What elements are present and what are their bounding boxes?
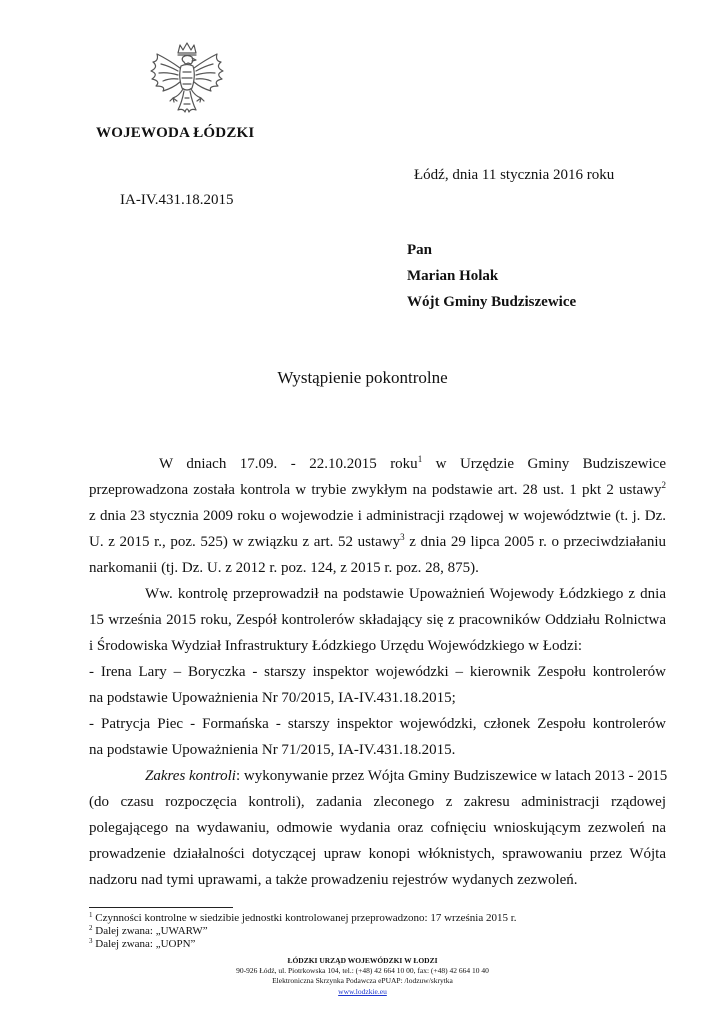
body-line: Zakres kontroli: wykonywanie przez Wójta Gminy Budziszewice w latach 2013 - 2015 [145, 768, 668, 784]
body-line: z dnia 23 stycznia 2009 roku o wojewodzie i administracji rządowej w województwie (t. j. Dz. [89, 508, 666, 524]
footer-website [0, 987, 725, 996]
footnote: $^1$ Czynności kontrolne w siedzibie jednostki kontrolowanej przeprowadzono: 17 września 2015 r. [89, 911, 517, 924]
body-line: U. z 2015 r., poz. 525) w związku z art. 52 ustawy$^3$ z dnia 29 lipca 2005 r. o przeciwdziałaniu [89, 532, 666, 550]
footer-address: 90-926 Łódź, ul. Piotrkowska 104, tel.: (+48) 42 664 10 00, fax: (+48) 42 664 10 40 [236, 966, 489, 975]
addressee-salutation: Pan [407, 242, 433, 258]
website-link[interactable]: www.lodzkie.eu [338, 987, 387, 996]
body-line: i Środowiska Wydział Infrastruktury Łódzkiego Urzędu Wojewódzkiego w Łodzi: [89, 638, 583, 654]
body-line: nadzoru nad tymi uprawami, a także prowadzeniu rejestrów wydanych zezwoleń. [89, 872, 578, 888]
body-line: przeprowadzona została kontrola w trybie zwykłym na podstawie art. 28 ust. 1 pkt 2 ustawy$^2$ [89, 480, 666, 498]
body-line: - Patrycja Piec - Formańska - starszy inspektor wojewódzki, członek Zespołu kontrolerów [89, 716, 666, 732]
body-line: polegającego na wydawaniu, odmowie wydania oraz cofnięciu wnioskującym zezwoleń na [89, 820, 666, 836]
body-line: prowadzenie działalności dotyczącej upraw konopi włóknistych, sprawowaniu przez Wójta [89, 846, 666, 862]
scope-label: Zakres kontroli [145, 768, 236, 784]
body-line: narkomanii (tj. Dz. U. z 2012 r. poz. 124, z 2015 r. poz. 28, 875). [89, 560, 479, 576]
letter-date: Łódź, dnia 11 stycznia 2016 roku [414, 167, 615, 183]
footnote-ref: 2 [661, 480, 666, 490]
polish-eagle-emblem [141, 40, 233, 126]
footnote: $^2$ Dalej zwana: „UWARW” [89, 924, 208, 937]
reference-number: IA-IV.431.18.2015 [120, 192, 234, 208]
footer-epuap: Elektroniczna Skrzynka Podawcza ePUAP: /lodzuw/skrytka [272, 976, 453, 985]
body-line: Ww. kontrolę przeprowadził na podstawie Upoważnień Wojewody Łódzkiego z dnia [145, 586, 666, 602]
footer-office: ŁÓDZKI URZĄD WOJEWÓDZKI W ŁODZI [287, 956, 438, 965]
body-line: na podstawie Upoważnienia Nr 71/2015, IA-IV.431.18.2015. [89, 742, 456, 758]
body-line: - Irena Lary – Boryczka - starszy inspektor wojewódzki – kierownik Zespołu kontrolerów [89, 664, 666, 680]
addressee-name: Marian Holak [407, 268, 499, 284]
office-name: WOJEWODA ŁÓDZKI [96, 125, 255, 141]
document-title: Wystąpienie pokontrolne [277, 368, 448, 387]
body-line: na podstawie Upoważnienia Nr 70/2015, IA-IV.431.18.2015; [89, 690, 456, 706]
footnote-divider [89, 907, 233, 908]
footnote-ref: 1 [417, 454, 423, 464]
footnote-ref: 3 [400, 532, 405, 542]
footnote: $^3$ Dalej zwana: „UOPN” [89, 937, 196, 950]
body-line: W dniach 17.09. - 22.10.2015 roku$^1$ w Urzędzie Gminy Budziszewice [159, 454, 666, 472]
addressee-position: Wójt Gminy Budziszewice [407, 294, 577, 310]
body-line: 15 września 2015 roku, Zespół kontrolerów składający się z pracowników Oddziału Rolnictwa [89, 612, 666, 628]
body-line: (do czasu rozpoczęcia kontroli), zadania zleconego z zakresu administracji rządowej [89, 794, 666, 810]
